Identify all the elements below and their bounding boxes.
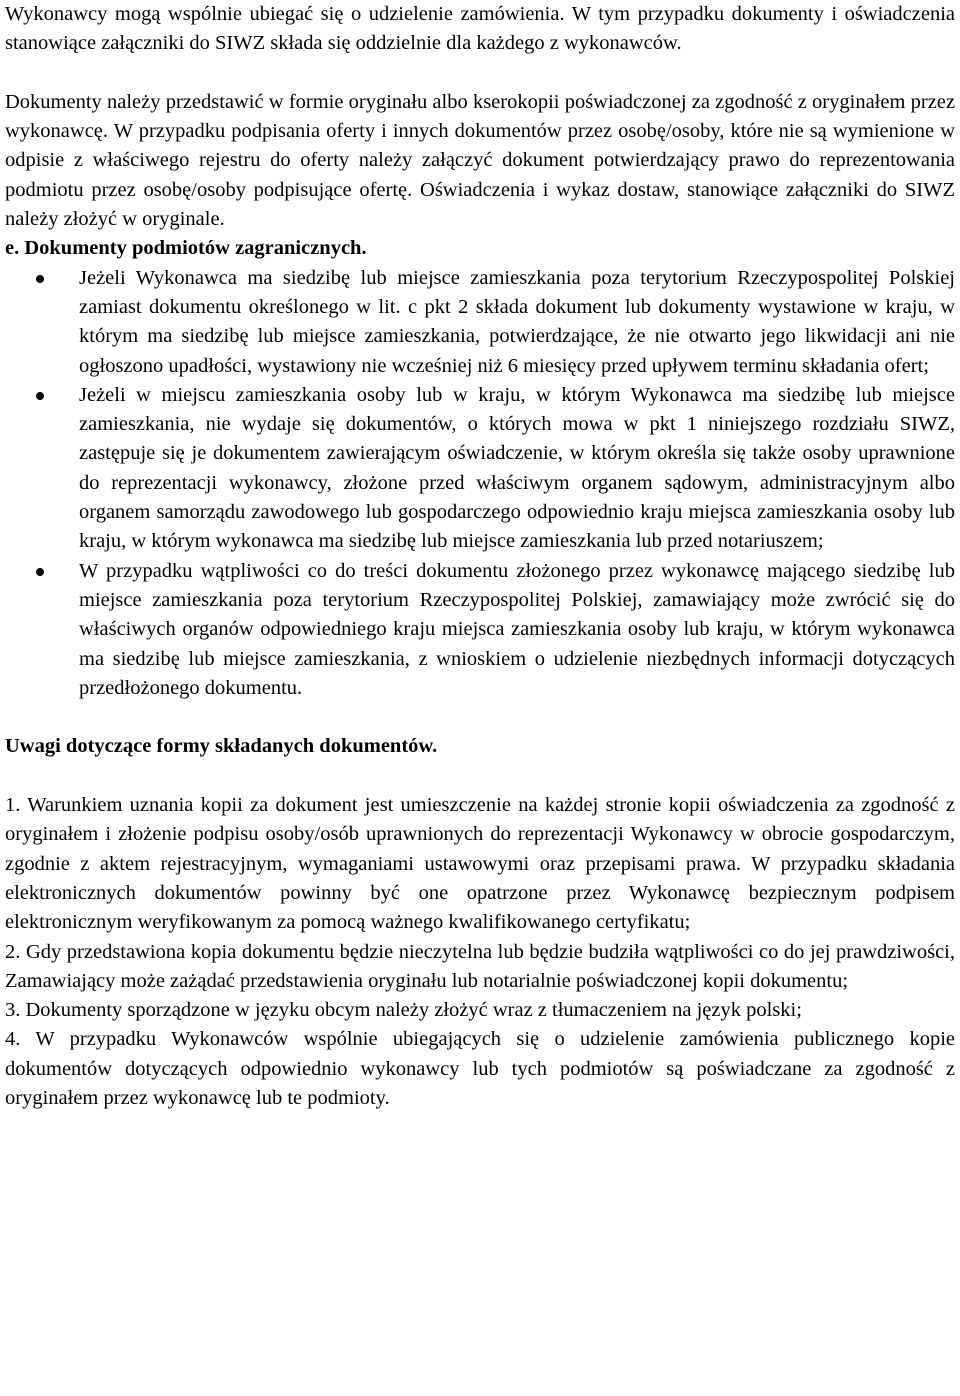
list-item-text: Jeżeli Wykonawca ma siedzibę lub miejsce zamieszkania poza terytorium Rzeczypospolitej Polskiej zamiast dokumentu określonego w lit. c pkt 2 składa dokument lub dokumenty wystawione w kraju, w którym ma siedzibę lub miejsce zamieszkania, potwierdzające, że nie otwarto jego likwidacji ani nie ogłoszono upadłości, wystawiony nie wcześniej niż 6 miesięcy przed upływem terminu składania ofert; <box>79 266 955 377</box>
list-item <box>5 557 955 703</box>
remark-item-3: 3. Dokumenty sporządzone w języku obcym należy złożyć wraz z tłumaczeniem na język polski; <box>5 999 802 1022</box>
bullet-icon <box>36 275 44 283</box>
section-e-heading: e. Dokumenty podmiotów zagranicznych. <box>5 237 367 260</box>
intro-paragraph-joint-bidders: Wykonawcy mogą wspólnie ubiegać się o udzielenie zamówienia. W tym przypadku dokumenty i oświadczenia stanowiące załączniki do SIWZ składa się oddzielnie dla każdego z wykonawców. <box>5 3 955 55</box>
foreign-entities-list <box>5 264 955 703</box>
remark-item-4: 4. W przypadku Wykonawców wspólnie ubiegających się o udzielenie zamówienia publicznego kopie dokumentów dotyczących odpowiednio wykonawcy lub tych podmiotów są poświadczane za zgodność z oryginałem przez wykonawcę lub te podmioty. <box>5 1028 955 1109</box>
intro-paragraph-document-form: Dokumenty należy przedstawić w formie oryginału albo kserokopii poświadczonej za zgodność z oryginałem przez wykonawcę. W przypadku podpisania oferty i innych dokumentów przez osobę/osoby, które nie są wymienione w odpisie z właściwego rejestru do oferty należy załączyć dokument potwierdzający prawo do reprezentowania podmiotu przez osobę/osoby podpisujące ofertę. Oświadczenia i wykaz dostaw, stanowiące załączniki do SIWZ należy złożyć w oryginale. <box>5 90 955 231</box>
remarks-heading: Uwagi dotyczące formy składanych dokumentów. <box>5 735 438 758</box>
bullet-icon <box>36 392 44 400</box>
list-item-text: W przypadku wątpliwości co do treści dokumentu złożonego przez wykonawcę mającego siedzibę lub miejsce zamieszkania poza terytorium Rzeczypospolitej Polskiej, zamawiający może zwrócić się do właściwych organów odpowiedniego kraju miejsca zamieszkania osoby lub kraju, w którym wykonawca ma siedzibę lub miejsce zamieszkania, z wnioskiem o udzielenie niezbędnych informacji dotyczących przedłożonego dokumentu. <box>79 559 955 699</box>
remark-item-1: 1. Warunkiem uznania kopii za dokument jest umieszczenie na każdej stronie kopii oświadczenia za zgodność z oryginałem i złożenie podpisu osoby/osób uprawnionych do reprezentacji Wykonawcy w obrocie gospodarczym, zgodnie z aktem rejestracyjnym, wymaganiami ustawowymi oraz przepisami prawa. W przypadku składania elektronicznych dokumentów powinny być one opatrzone przez Wykonawcę bezpiecznym podpisem elektronicznym weryfikowanym za pomocą ważnego kwalifikowanego certyfikatu; <box>5 794 955 934</box>
spacer <box>5 59 955 88</box>
remark-item-2: 2. Gdy przedstawiona kopia dokumentu będzie nieczytelna lub będzie budziła wątpliwości co do jej prawdziwości, Zamawiający może zażądać przedstawienia oryginału lub notarialnie poświadczonej kopii dokumentu; <box>5 940 955 992</box>
list-item <box>5 264 955 381</box>
list-item <box>5 381 955 557</box>
list-item-text: Jeżeli w miejscu zamieszkania osoby lub w kraju, w którym Wykonawca ma siedzibę lub miejsce zamieszkania, nie wydaje się dokumentów, o których mowa w pkt 1 niniejszego rozdziału SIWZ, zastępuje się je dokumentem zawierającym oświadczenie, w którym określa się także osoby uprawnione do reprezentacji wykonawcy, złożone przed właściwym organem sądowym, administracyjnym albo organem samorządu zawodowego lub gospodarczego odpowiednio kraju miejsca zamieszkania osoby lub kraju, w którym wykonawca ma siedzibę lub miejsce zamieszkania lub przed notariuszem; <box>79 383 955 553</box>
spacer <box>5 762 955 791</box>
spacer <box>5 703 955 732</box>
bullet-icon <box>36 568 44 576</box>
